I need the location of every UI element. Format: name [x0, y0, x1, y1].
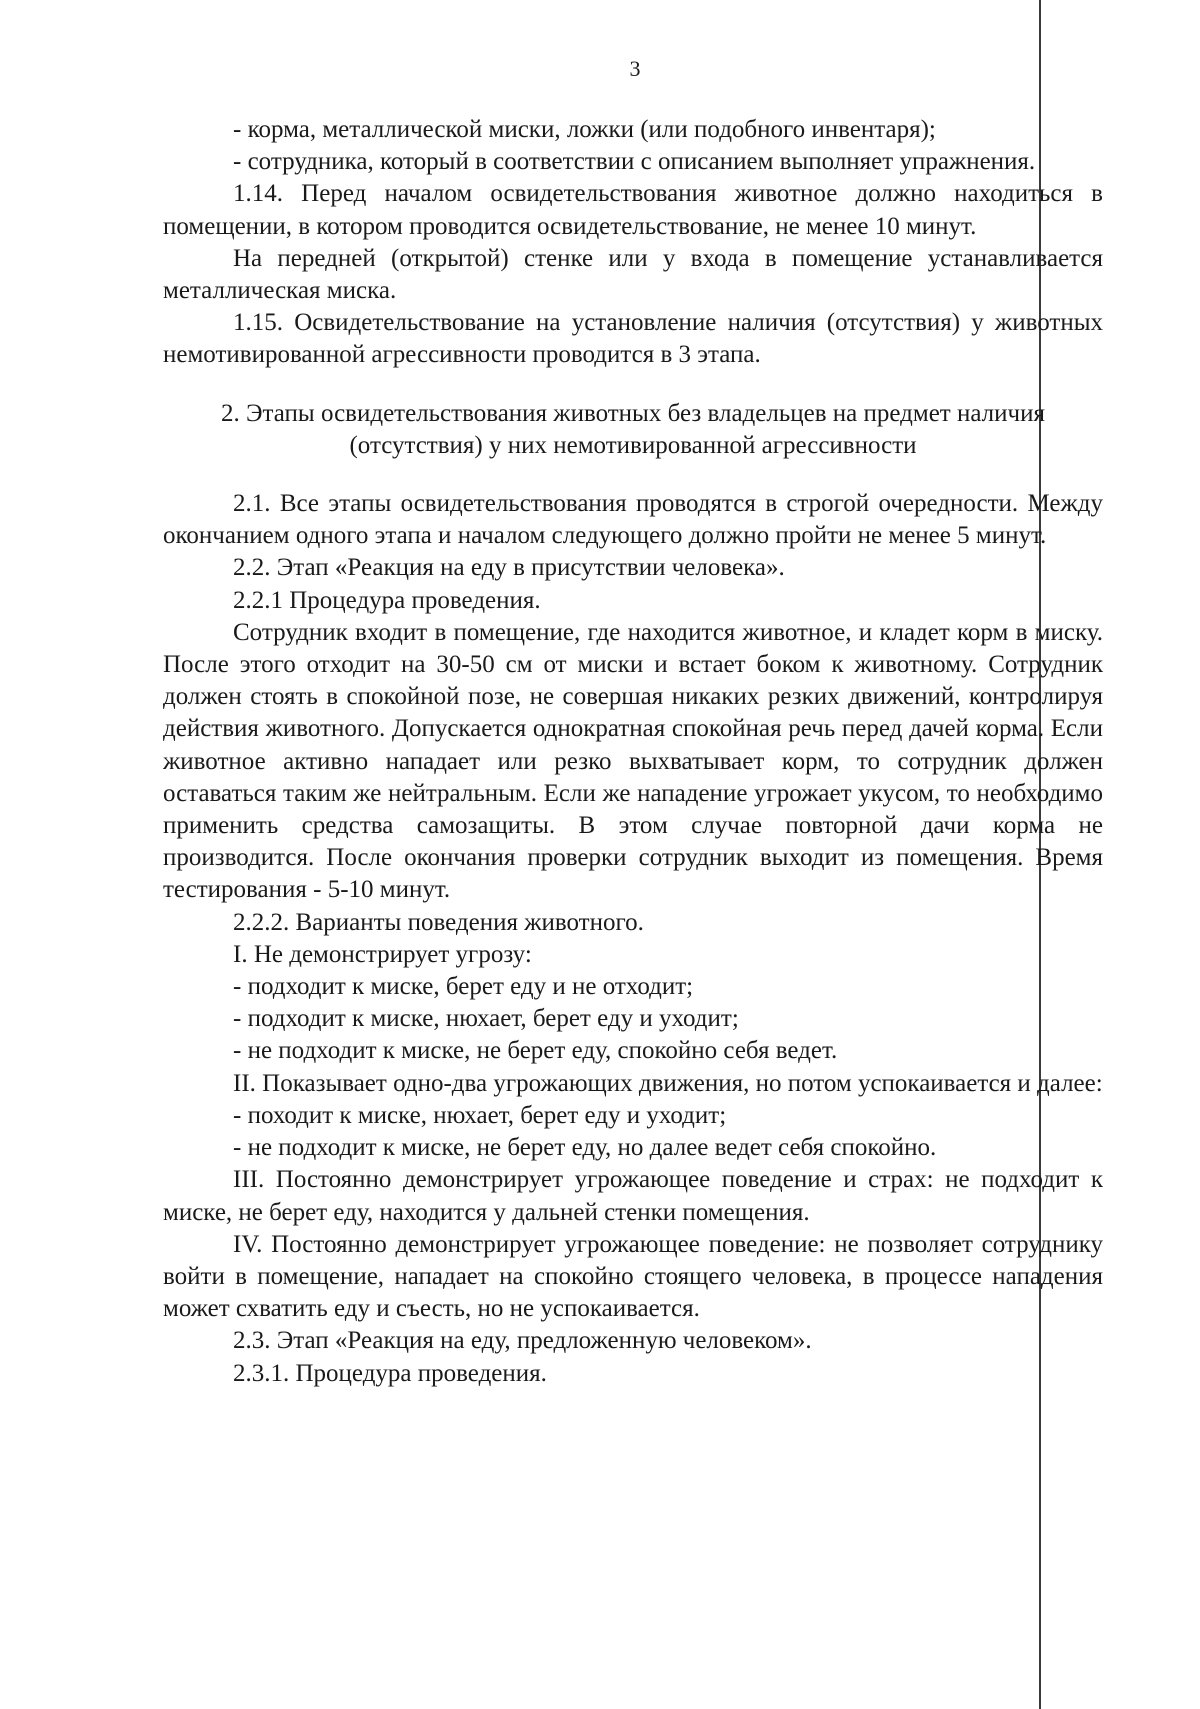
list-item: - походит к миске, нюхает, берет еду и уходит;	[233, 1101, 727, 1129]
list-item: - не подходит к миске, не берет еду, спокойно себя ведет.	[233, 1037, 838, 1065]
paragraph: 2.2.1 Процедура проведения.	[233, 586, 541, 614]
list-item: - не подходит к миске, не берет еду, но далее ведет себя спокойно.	[233, 1134, 937, 1162]
paragraph: 2.1. Все этапы освидетельствования проводятся в строгой очередности. Между окончанием одного этапа и началом следующего должно пройти не менее 5 минут.	[163, 490, 1103, 550]
paragraph: 1.14. Перед началом освидетельствования животное должно находиться в помещении, в котором проводится освидетельствование, не менее 10 минут.	[163, 180, 1103, 240]
paragraph: 2.3.1. Процедура проведения.	[233, 1359, 547, 1387]
section-heading-line: (отсутствия) у них немотивированной агрессивности	[349, 431, 917, 459]
page-number: 3	[629, 56, 641, 81]
paragraph: III. Постоянно демонстрирует угрожающее поведение и страх: не подходит к миске, не берет еду, находится у дальней стенки помещения.	[163, 1166, 1103, 1226]
list-item: - подходит к миске, берет еду и не отходит;	[233, 973, 694, 1001]
paragraph: 2.2.2. Варианты поведения животного.	[233, 908, 644, 936]
list-heading: I. Не демонстрирует угрозу:	[233, 940, 532, 968]
paragraph: 2.3. Этап «Реакция на еду, предложенную человеком».	[233, 1327, 812, 1355]
paragraph: - корма, металлической миски, ложки (или подобного инвентаря);	[233, 116, 936, 143]
paragraph: 1.15. Освидетельствование на установление наличия (отсутствия) у животных немотивированной агрессивности проводится в 3 этапа.	[163, 309, 1103, 369]
paragraph: IV. Постоянно демонстрирует угрожающее поведение: не позволяет сотруднику войти в помещение, нападает на спокойно стоящего человека, в процессе нападения может схватить еду и съесть, но не успокаивается.	[163, 1230, 1103, 1323]
document-body	[163, 114, 1103, 1390]
section-heading	[163, 372, 1103, 488]
paragraph: - сотрудника, который в соответствии с описанием выполняет упражнения.	[233, 148, 1036, 176]
paragraph: 2.2. Этап «Реакция на еду в присутствии человека».	[233, 554, 785, 582]
paragraph: На передней (открытой) стенке или у входа в помещение устанавливается металлическая миска.	[163, 244, 1103, 305]
paragraph: Сотрудник входит в помещение, где находится животное, и кладет корм в миску. После этого отходит на 30-50 см от миски и встает боком к животному. Сотрудник должен стоять в спокойной позе, не совершая никаких резких движений, контролируя действия животного. Допускается однократная спокойная речь перед дачей корма. Если животное активно нападает или резко выхватывает корм, то сотрудник должен оставаться таким же нейтральным. Если же нападение угрожает укусом, то необходимо применить средства самозащиты. В этом случае повторной дачи корма не производится. После окончания проверки сотрудник выходит из помещения. Время тестирования - 5-10 минут.	[163, 618, 1103, 904]
section-heading-line: 2. Этапы освидетельствования животных без владельцев на предмет наличия	[221, 399, 1045, 427]
list-item: - подходит к миске, нюхает, берет еду и уходит;	[233, 1005, 739, 1033]
list-heading: II. Показывает одно-два угрожающих движения, но потом успокаивается и далее:	[233, 1069, 1103, 1097]
